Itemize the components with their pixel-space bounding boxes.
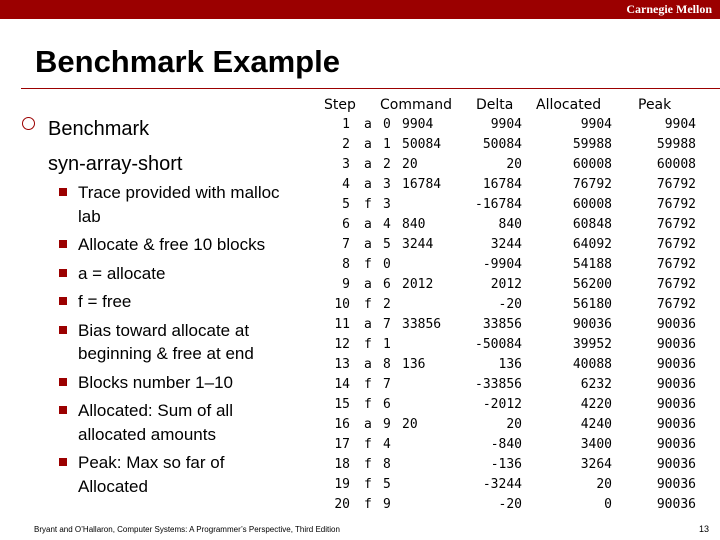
sub-bullet-item: Trace provided with malloc lab [58,181,298,228]
cell-peak: 76792 [656,257,696,272]
square-bullet-icon [59,297,67,305]
cell-step: 18 [334,457,350,472]
cell-amount: 16784 [402,177,442,192]
sub-bullet-item: a = allocate [58,262,298,286]
cell-peak: 90036 [656,377,696,392]
cell-op: f [364,297,372,312]
cell-allocated: 39952 [572,337,612,352]
footer-citation: Bryant and O’Hallaron, Computer Systems: A Programmer’s Perspective, Third Edition [34,525,340,534]
square-bullet-icon [59,458,67,466]
cell-block-id: 6 [383,277,391,292]
cell-delta: 9904 [490,117,522,132]
cell-allocated: 60008 [572,197,612,212]
circle-bullet-icon [22,117,35,130]
cell-op: a [364,357,372,372]
cell-peak: 90036 [656,357,696,372]
cell-allocated: 64092 [572,237,612,252]
cell-peak: 90036 [656,337,696,352]
slide-title: Benchmark Example [35,44,340,79]
cell-allocated: 40088 [572,357,612,372]
sub-bullet-item: Blocks number 1–10 [58,371,298,395]
cell-delta: 3244 [490,237,522,252]
cell-step: 4 [342,177,350,192]
cell-allocated: 90036 [572,317,612,332]
cell-op: f [364,497,372,512]
cell-allocated: 4240 [580,417,612,432]
cell-op: a [364,137,372,152]
cell-step: 20 [334,497,350,512]
cell-peak: 90036 [656,417,696,432]
cell-peak: 90036 [656,397,696,412]
cell-step: 8 [342,257,350,272]
cell-delta: -2012 [482,397,522,412]
cell-allocated: 3264 [580,457,612,472]
cell-step: 19 [334,477,350,492]
cell-amount: 20 [402,157,418,172]
cell-block-id: 8 [383,457,391,472]
cell-step: 10 [334,297,350,312]
cell-op: a [364,157,372,172]
cell-peak: 76792 [656,197,696,212]
cell-block-id: 2 [383,297,391,312]
cell-peak: 90036 [656,437,696,452]
cell-amount: 2012 [402,277,434,292]
top-banner [0,0,720,19]
cell-step: 15 [334,397,350,412]
cell-block-id: 4 [383,217,391,232]
cell-delta: -20 [498,297,522,312]
cell-peak: 90036 [656,457,696,472]
cell-amount: 20 [402,417,418,432]
page-number: 13 [698,524,709,534]
sub-bullet-item: f = free [58,290,298,314]
cell-peak: 90036 [656,317,696,332]
cell-step: 14 [334,377,350,392]
header-allocated: Allocated [536,97,602,113]
header-command: Command [380,97,452,113]
cell-peak: 90036 [656,477,696,492]
sub-bullet-item: Allocated: Sum of all allocated amounts [58,399,298,446]
cell-block-id: 6 [383,397,391,412]
cell-step: 13 [334,357,350,372]
cell-delta: 136 [498,357,522,372]
main-bullet-line-2: syn-array-short [48,153,183,175]
square-bullet-icon [59,188,67,196]
cell-delta: -16784 [475,197,522,212]
cell-op: a [364,177,372,192]
cell-op: f [364,397,372,412]
cell-block-id: 3 [383,197,391,212]
cell-block-id: 5 [383,477,391,492]
cell-block-id: 2 [383,157,391,172]
cell-allocated: 4220 [580,397,612,412]
cell-peak: 76792 [656,177,696,192]
sub-bullet-item: Bias toward allocate at beginning & free at end [58,319,298,366]
cell-allocated: 60008 [572,157,612,172]
main-bullet [48,112,182,182]
cell-step: 2 [342,137,350,152]
cell-amount: 136 [402,357,426,372]
cell-peak: 76792 [656,297,696,312]
cell-allocated: 60848 [572,217,612,232]
cell-step: 9 [342,277,350,292]
cell-block-id: 4 [383,437,391,452]
cell-delta: -20 [498,497,522,512]
header-delta: Delta [476,97,514,113]
square-bullet-icon [59,240,67,248]
cell-op: a [364,117,372,132]
cell-peak: 59988 [656,137,696,152]
cell-amount: 9904 [402,117,434,132]
header-peak: Peak [638,97,672,113]
cell-amount: 50084 [402,137,442,152]
sub-bullet-item: Allocate & free 10 blocks [58,233,298,257]
cell-op: f [364,477,372,492]
cell-allocated: 3400 [580,437,612,452]
cell-block-id: 3 [383,177,391,192]
cell-op: f [364,457,372,472]
square-bullet-icon [59,378,67,386]
cell-block-id: 7 [383,317,391,332]
cell-allocated: 56180 [572,297,612,312]
cell-delta: 50084 [482,137,522,152]
cell-peak: 9904 [664,117,696,132]
cell-peak: 60008 [656,157,696,172]
cell-delta: 16784 [482,177,522,192]
cell-delta: 33856 [482,317,522,332]
cell-allocated: 76792 [572,177,612,192]
cell-op: f [364,337,372,352]
cell-delta: 840 [498,217,522,232]
cell-delta: -840 [490,437,522,452]
cell-delta: -33856 [475,377,522,392]
cell-op: a [364,217,372,232]
cell-block-id: 9 [383,497,391,512]
cell-allocated: 54188 [572,257,612,272]
cell-block-id: 5 [383,237,391,252]
cell-block-id: 0 [383,117,391,132]
cell-delta: 2012 [490,277,522,292]
cell-step: 5 [342,197,350,212]
cell-amount: 33856 [402,317,442,332]
cell-step: 17 [334,437,350,452]
cell-step: 12 [334,337,350,352]
cell-op: a [364,317,372,332]
cell-step: 3 [342,157,350,172]
cell-peak: 76792 [656,217,696,232]
cell-step: 6 [342,217,350,232]
cell-block-id: 8 [383,357,391,372]
cell-op: a [364,417,372,432]
cell-allocated: 0 [604,497,612,512]
cell-step: 16 [334,417,350,432]
cell-op: f [364,377,372,392]
cell-op: f [364,437,372,452]
cell-allocated: 20 [596,477,612,492]
cell-allocated: 9904 [580,117,612,132]
header-step: Step [324,97,356,113]
cell-allocated: 56200 [572,277,612,292]
cell-delta: -136 [490,457,522,472]
cell-peak: 76792 [656,237,696,252]
cell-op: a [364,277,372,292]
sub-bullet-item: Peak: Max so far of Allocated [58,451,298,498]
brand-name: Carnegie Mellon [626,2,712,16]
cell-step: 7 [342,237,350,252]
cell-amount: 840 [402,217,426,232]
square-bullet-icon [59,269,67,277]
title-divider [21,88,720,89]
cell-op: a [364,237,372,252]
square-bullet-icon [59,406,67,414]
square-bullet-icon [59,326,67,334]
cell-block-id: 9 [383,417,391,432]
cell-block-id: 7 [383,377,391,392]
cell-op: f [364,197,372,212]
cell-peak: 90036 [656,497,696,512]
cell-block-id: 1 [383,337,391,352]
cell-op: f [364,257,372,272]
cell-block-id: 1 [383,137,391,152]
main-bullet-line-1: Benchmark [48,118,150,140]
cell-allocated: 6232 [580,377,612,392]
cell-delta: -9904 [482,257,522,272]
sub-bullet-list [58,181,298,503]
cell-peak: 76792 [656,277,696,292]
cell-allocated: 59988 [572,137,612,152]
cell-amount: 3244 [402,237,434,252]
cell-step: 1 [342,117,350,132]
cell-block-id: 0 [383,257,391,272]
cell-delta: 20 [506,157,522,172]
cell-delta: -3244 [482,477,522,492]
cell-delta: 20 [506,417,522,432]
cell-step: 11 [334,317,350,332]
cell-delta: -50084 [475,337,522,352]
